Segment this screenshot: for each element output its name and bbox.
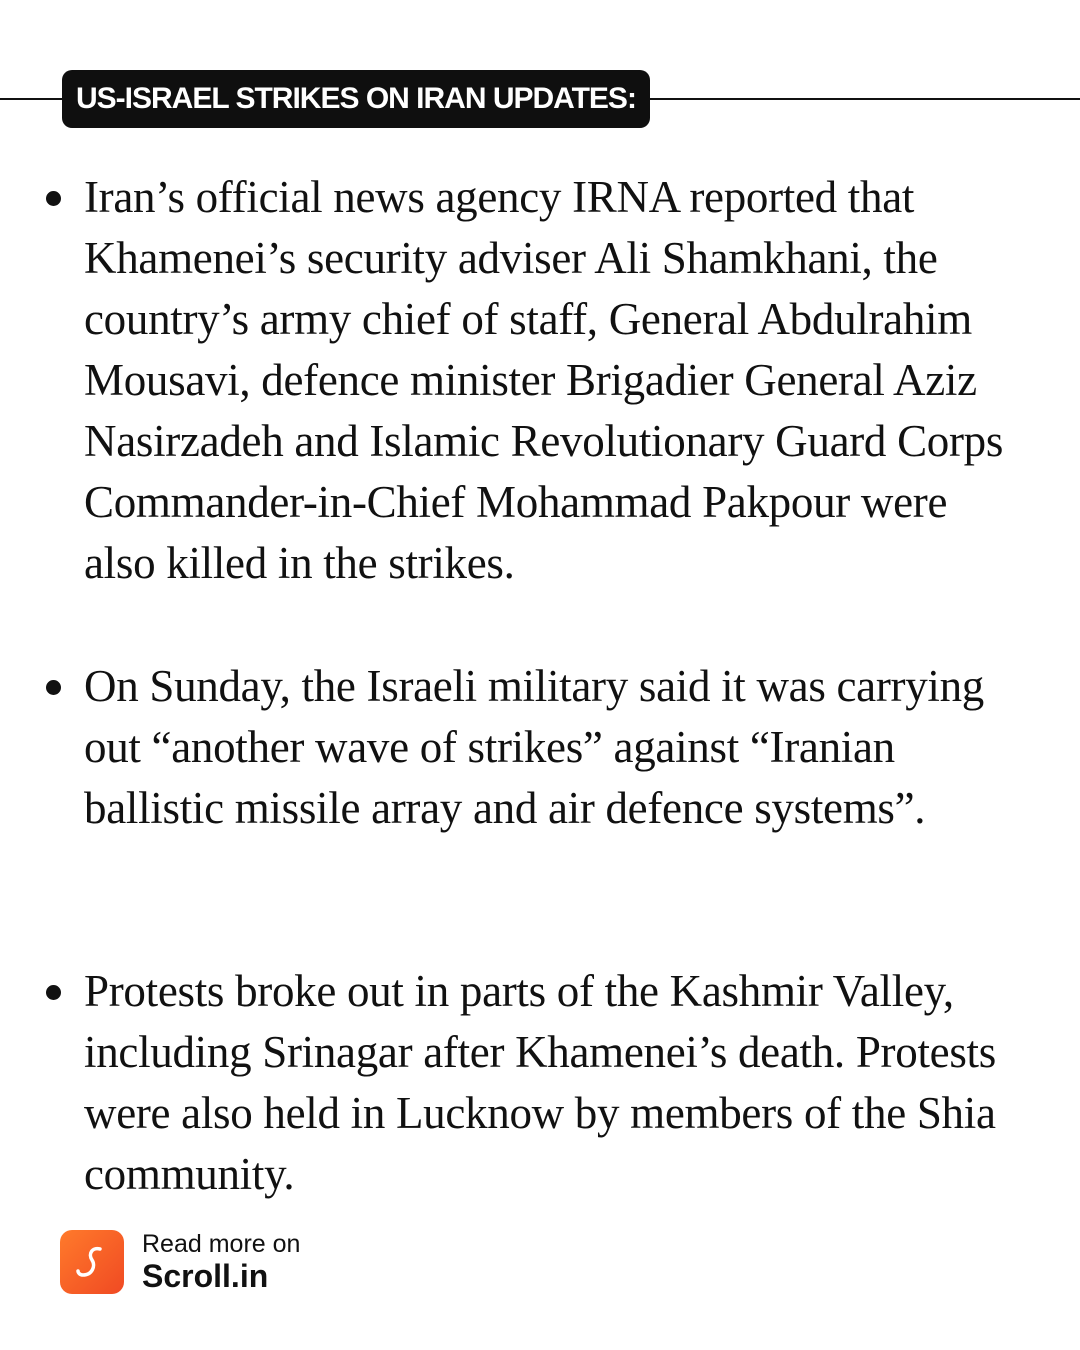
bullet-dot-icon: [46, 680, 61, 695]
footer-text: [142, 1230, 300, 1294]
list-item: [84, 961, 1024, 1205]
list-item: [84, 656, 1024, 839]
list-item-text: Protests broke out in parts of the Kashmir Valley, including Srinagar after Khamenei’s death. Protests were also held in Lucknow by members of the Shia community.: [84, 966, 996, 1199]
brand-name: Scroll.in: [142, 1258, 269, 1294]
list-item-text: On Sunday, the Israeli military said it was carrying out “another wave of strikes” against “Iranian ballistic missile array and air defence systems”.: [84, 661, 985, 833]
section-title: US-ISRAEL STRIKES ON IRAN UPDATES:: [62, 70, 650, 128]
bullet-dot-icon: [46, 985, 61, 1000]
list-item-text: Iran’s official news agency IRNA reported that Khamenei’s security adviser Ali Shamkhani, the country’s army chief of staff, General Abdulrahim Mousavi, defence minister Brigadier General Aziz Nasirzadeh and Islamic Revolutionary Guard Corps Commander-in-Chief Mohammad Pakpour were also killed in the strikes.: [84, 172, 1004, 588]
read-more-link[interactable]: [60, 1229, 300, 1295]
read-more-label: Read more on: [142, 1230, 301, 1258]
scroll-logo-icon: [60, 1230, 124, 1294]
bullet-dot-icon: [46, 191, 61, 206]
list-item: [84, 167, 1024, 594]
